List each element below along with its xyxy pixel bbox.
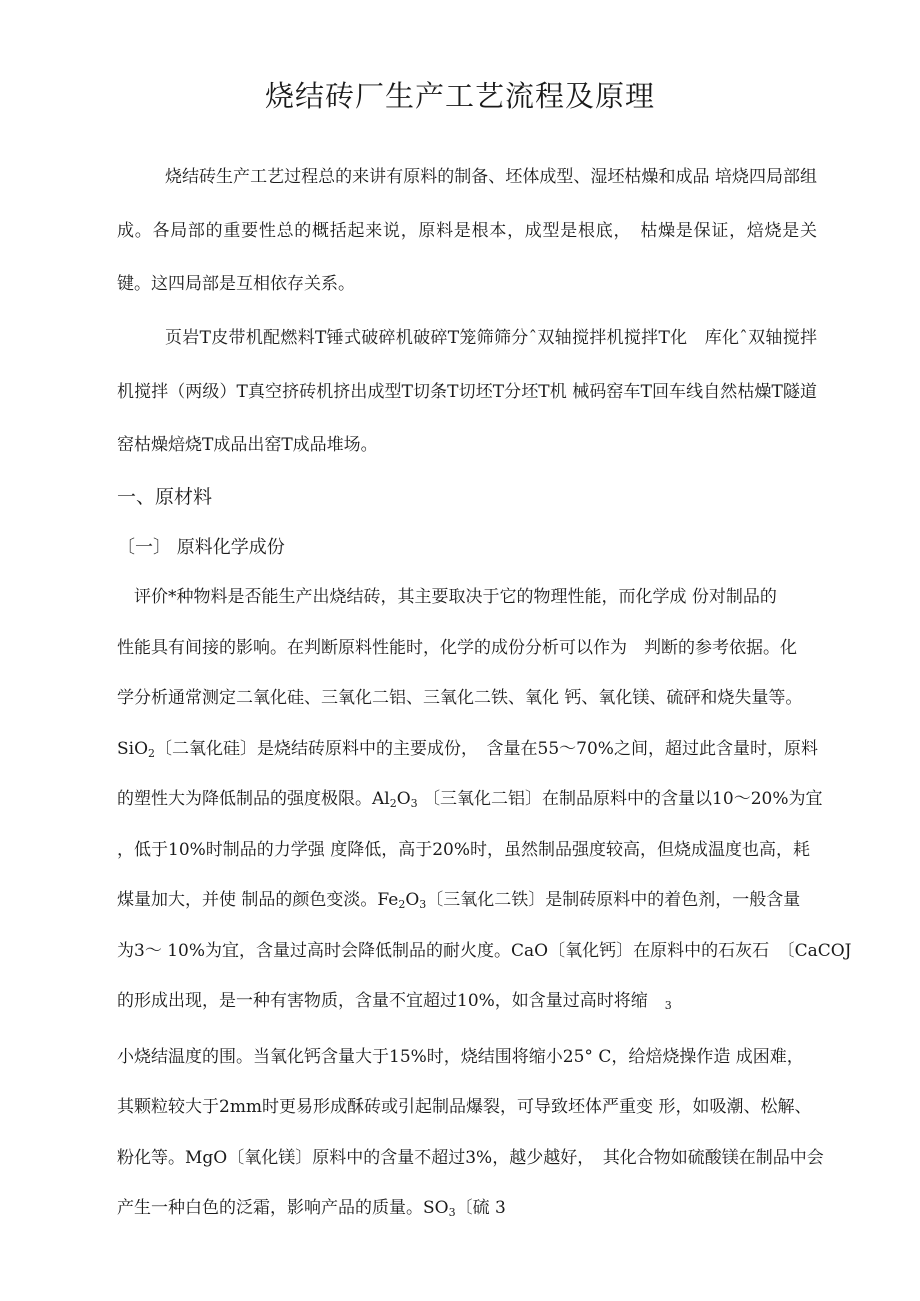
intro-paragraph: 烧结砖生产工艺过程总的来讲有原料的制备、坯体成型、湿坯枯燥和成品 培烧四局部组成。各局部的重要性总的概括起来说，原料是根本，成型是根底， 枯燥是保证，焙烧是关键。这四局部是互相依存关系。 [117,167,817,294]
body-line-fe2o3: 煤量加大，并使 制品的颜色变淡。$Fe_2O_3$〔三氧化二铁〕是制砖原料中的着色剂，一般含量 [117,890,801,911]
subsection-heading-chemical-composition: 〔一〕 原料化学成份 [117,537,285,558]
body-line-so3: 产生一种白色的泛霜，影响产品的质量。$SO_3$〔硫 3 [117,1198,506,1219]
body-line: 为3～ 10%为宜，含量过高时会降低制品的耐火度。CaO〔氧化钙〕在原料中的石灰石 〔CaCOJ [117,940,852,961]
body-line: 粉化等。MgO〔氧化镁〕原料中的含量不超过3%，越少越好， 其化合物如硫酸镁在制品中会 [117,1147,824,1168]
body-line-sio2: SiO$_2$〔二氧化硅〕是烧结砖原料中的主要成份， 含量在55～70%之间，超过此含量时，原料 [117,738,818,760]
body-line: 小烧结温度的围。当氧化钙含量大于15%时，烧结围将缩小25° C，给焙烧操作造 成困难， [117,1046,804,1067]
formula-so3: $SO_3$ [423,1198,456,1219]
formula-al2o3: $Al_2O_3$ [372,789,418,810]
chemical-composition-body [117,572,852,1234]
process-flow-paragraph: 页岩T皮带机配燃料T锤式破碎机破碎T笼筛筛分ˆ双轴搅拌机搅拌T化 库化ˆ双轴搅拌机搅拌（两级）T真空挤砖机挤出成型T切条T切坯T分坯T机 械码窑车T回车线自然枯燥T隧道窑枯燥焙烧T成品出窑T成品堆场。 [117,328,817,455]
body-line-al2o3: 的塑性大为降低制品的强度极限。$Al_2O_3$ 〔三氧化二铝〕在制品原料中的含量以10～20%为宜 [117,789,823,810]
body-line: 学分析通常测定二氧化硅、三氧化二铝、三氧化二铁、氧化 钙、氧化镁、硫砰和烧失量等。 [117,688,803,708]
formula-fe2o3: $Fe_2O_3$ [377,890,427,911]
body-line: 其颗粒较大于2mm时更易形成酥砖或引起制品爆裂，可导致坯体严重变 形，如吸潮、松解、 [117,1097,812,1117]
body-line: 的形成出现，是一种有害物质，含量不宜超过10%，如含量过高时将缩 3 [117,991,672,1012]
formula-sio2: SiO$_2$ [117,738,156,760]
body-line: 评价*种物料是否能生产出烧结砖，其主要取决于它的物理性能，而化学成 份对制品的 [117,587,777,607]
body-line: 性能具有间接的影响。在判断原料性能时，化学的成份分析可以作为 判断的参考依据。化 [117,637,797,658]
body-line: ，低于10%时制品的力学强 度降低，高于20%时，虽然制品强度较高，但烧成温度也高，耗 [117,839,810,860]
document-title: 烧结砖厂生产工艺流程及原理 [264,79,655,113]
stray-mark: 3 [664,999,672,1012]
section-heading-raw-materials: 一、原材料 [117,486,213,508]
